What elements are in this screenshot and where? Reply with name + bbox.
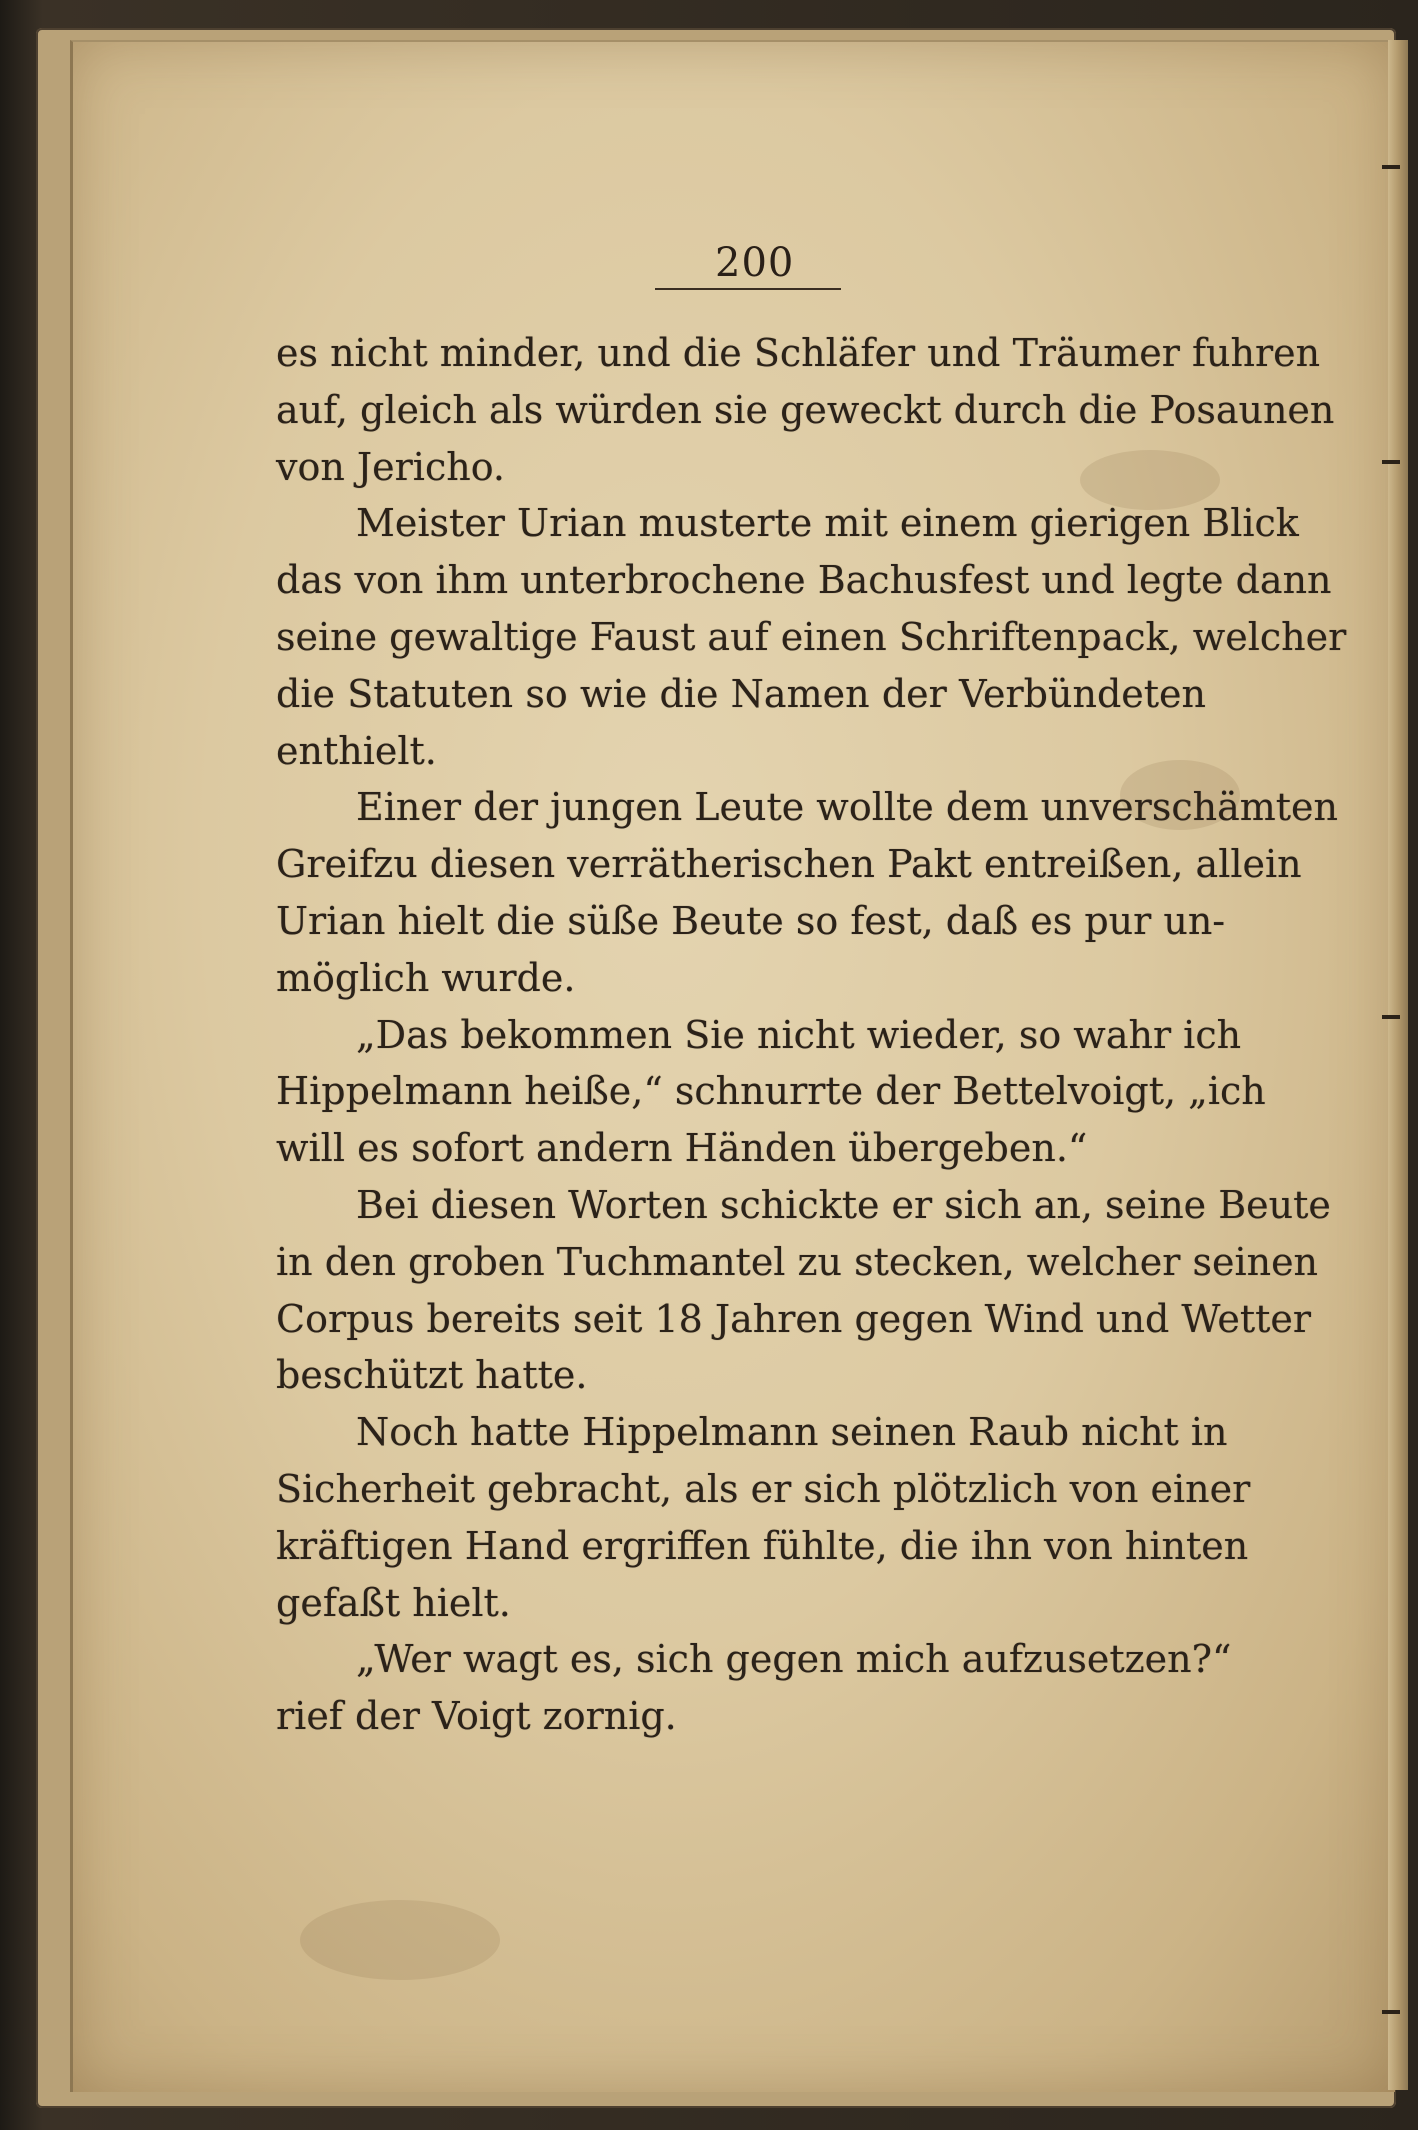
paragraph (276, 1404, 1251, 1631)
text-line: Urian hielt die süße Beute so fest, daß es pur un- (276, 898, 1226, 943)
paper-stain (300, 1900, 500, 1980)
facing-page-edge (1388, 40, 1408, 2090)
text-line: Sicherheit gebracht, als er sich plötzlich von einer (276, 1466, 1251, 1511)
page-number-rule (655, 288, 841, 290)
edge-mark (1382, 1015, 1400, 1019)
edge-mark (1382, 165, 1400, 169)
text-line: in den groben Tuchmantel zu stecken, welcher seinen (276, 1239, 1319, 1284)
text-line: rief der Voigt zornig. (276, 1694, 677, 1739)
page-number: 200 (715, 240, 795, 286)
paragraph (276, 779, 1339, 1006)
text-line: Einer der jungen Leute wollte dem unverschämten (356, 785, 1339, 830)
text-line: Corpus bereits seit 18 Jahren gegen Wind und Wetter (276, 1296, 1312, 1341)
text-line: von Jericho. (276, 444, 505, 489)
text-line: Hippelmann heiße,“ schnurrte der Bettelvoigt, „ich (276, 1069, 1266, 1114)
edge-mark (1382, 460, 1400, 464)
paragraph (276, 495, 1347, 779)
text-line: die Statuten so wie die Namen der Verbündeten (276, 671, 1206, 716)
text-line: kräftigen Hand ergriffen fühlte, die ihn von hinten (276, 1523, 1249, 1568)
body-text (276, 325, 1347, 1745)
text-line: „Wer wagt es, sich gegen mich aufzusetzen?“ (356, 1637, 1232, 1682)
text-line: Noch hatte Hippelmann seinen Raub nicht in (356, 1410, 1228, 1455)
text-line: auf, gleich als würden sie geweckt durch die Posaunen (276, 387, 1335, 432)
text-line: will es sofort andern Händen übergeben.“ (276, 1126, 1088, 1171)
text-line: beschützt hatte. (276, 1353, 588, 1398)
text-line: Bei diesen Worten schickte er sich an, seine Beute (356, 1182, 1331, 1227)
paragraph (276, 1631, 1232, 1745)
text-line: Greifzu diesen verrätherischen Pakt entreißen, allein (276, 842, 1302, 887)
paragraph (276, 1007, 1266, 1177)
text-line: das von ihm unterbrochene Bachusfest und legte dann (276, 558, 1332, 603)
paragraph (276, 1177, 1331, 1404)
text-line: möglich wurde. (276, 955, 576, 1000)
text-line: Meister Urian musterte mit einem gierigen Blick (356, 501, 1299, 546)
text-line: es nicht minder, und die Schläfer und Träumer fuhren (276, 331, 1321, 375)
text-line: gefaßt hielt. (276, 1580, 511, 1625)
text-line: seine gewaltige Faust auf einen Schriftenpack, welcher (276, 614, 1347, 659)
edge-mark (1382, 2010, 1400, 2014)
text-line: enthielt. (276, 728, 437, 773)
text-line: „Das bekommen Sie nicht wieder, so wahr ich (356, 1012, 1242, 1057)
paragraph (276, 325, 1335, 495)
